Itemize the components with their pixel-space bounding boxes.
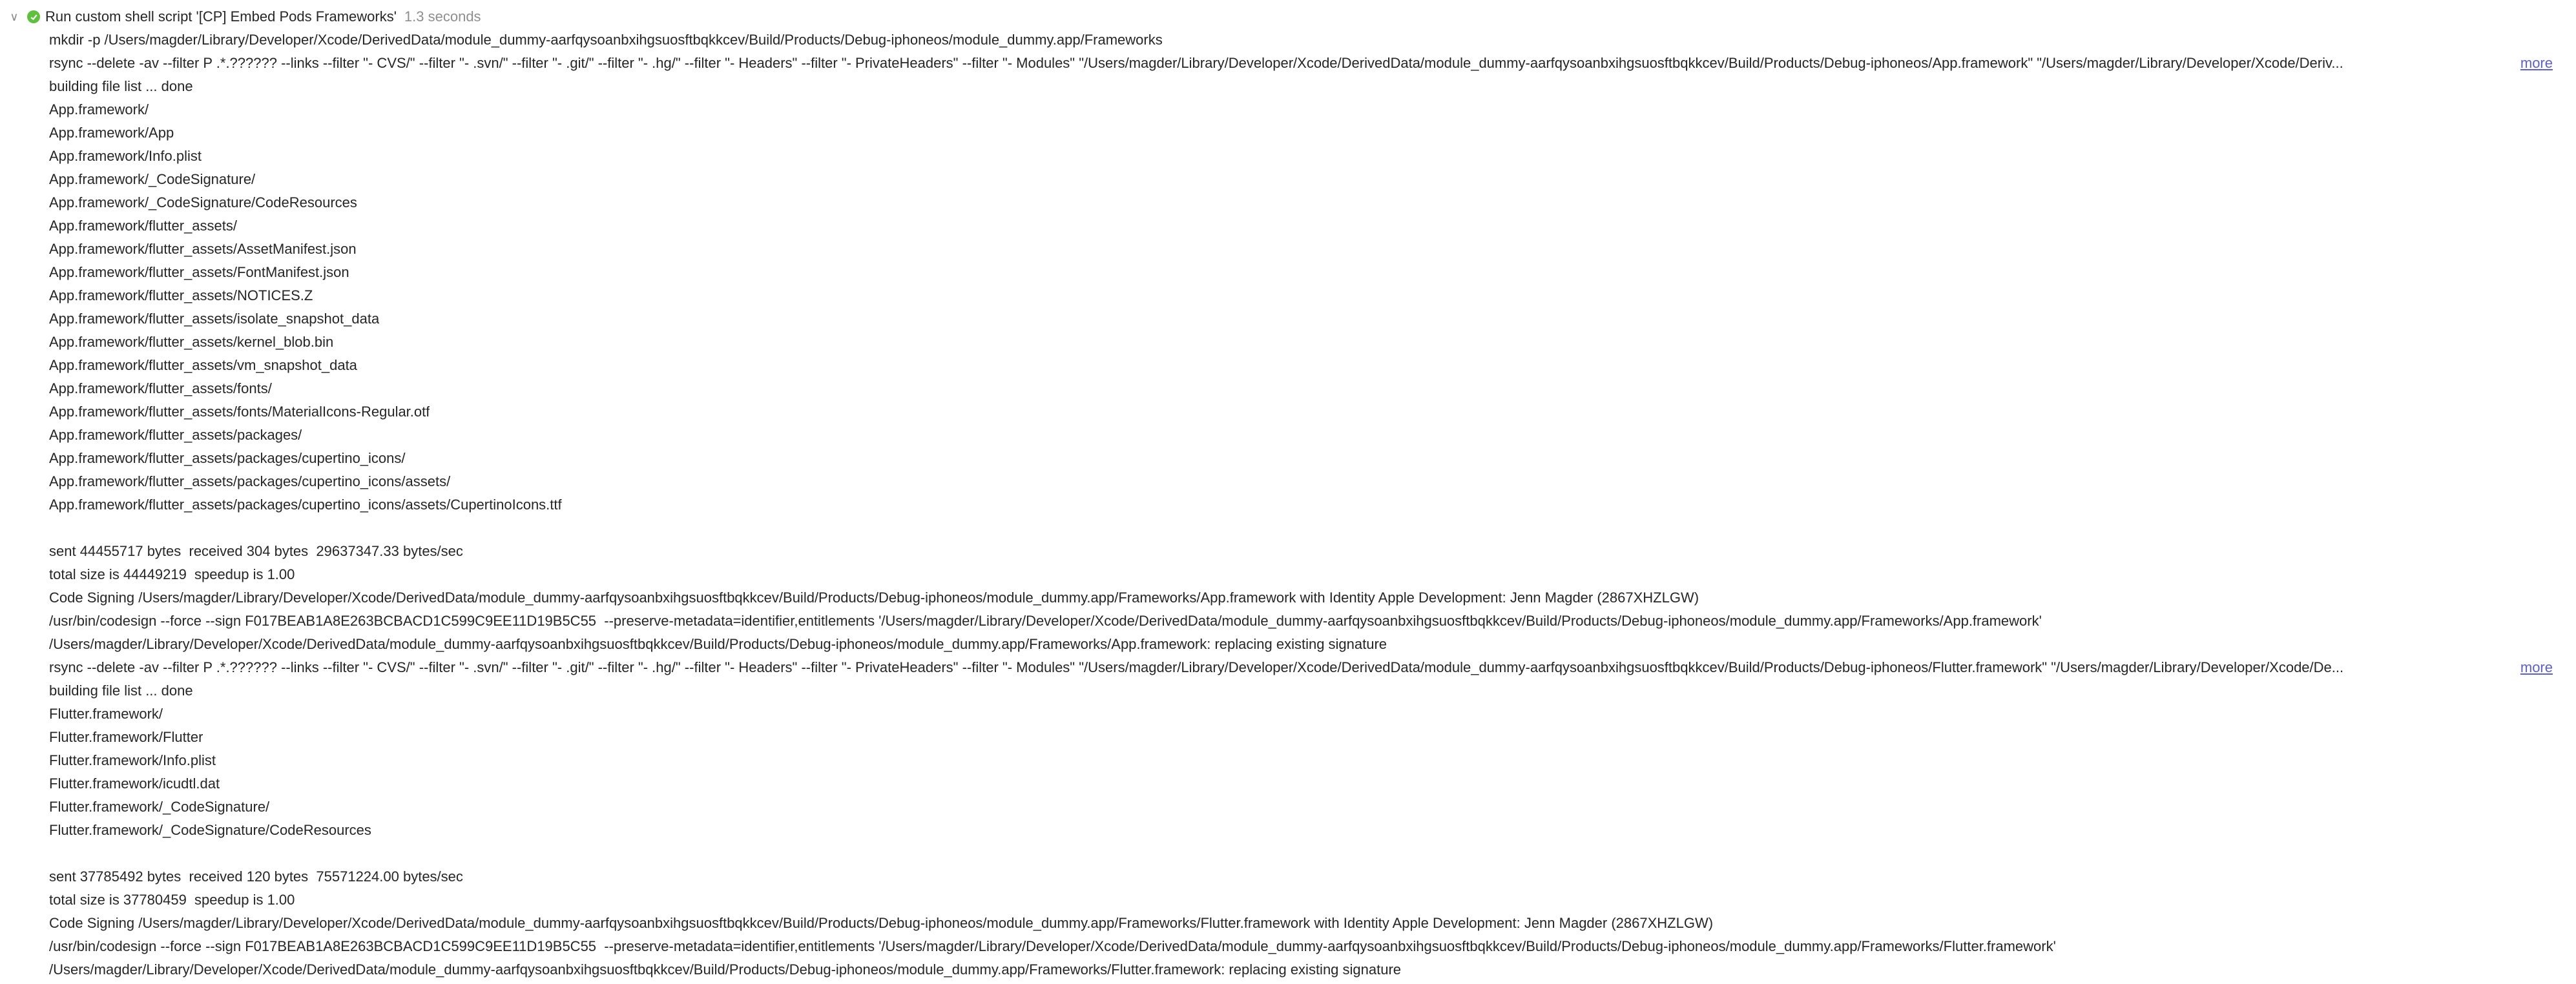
log-line [49,354,2576,377]
log-line [49,610,2576,633]
log-line-text: App.framework/flutter_assets/fonts/ [49,380,272,396]
log-line-text: Code Signing /Users/magder/Library/Developer/Xcode/DerivedData/module_dummy-aarfqysoanbxihgsuosftbqkkcev/Build/Products/Debug-iphoneos/module_dummy.app/Frameworks/App.framework with Identity Apple Development: Jenn Magder (2867XHZLGW) [49,589,1699,606]
log-line-text: total size is 44449219 speedup is 1.00 [49,566,295,582]
build-log [49,28,2576,981]
log-line-text: App.framework/flutter_assets/ [49,218,238,234]
log-line [49,214,2576,238]
log-line [49,121,2576,145]
log-line-text: building file list ... done [49,78,193,94]
log-line [49,912,2576,935]
log-line [49,400,2576,424]
log-line [49,702,2576,726]
log-line [49,540,2576,563]
log-line-text: App.framework/flutter_assets/AssetManifest.json [49,241,357,257]
log-line [49,377,2576,400]
log-line-text: App.framework/flutter_assets/packages/ [49,427,302,443]
log-line [49,656,2576,679]
log-line-text: App.framework/flutter_assets/NOTICES.Z [49,287,313,303]
log-line [49,493,2576,517]
log-line [49,307,2576,331]
log-line-text: App.framework/Info.plist [49,148,202,164]
log-line-text: /Users/magder/Library/Developer/Xcode/DerivedData/module_dummy-aarfqysoanbxihgsuosftbqkkcev/Build/Products/Debug-iphoneos/module_dummy.app/Frameworks/Flutter.framework: replacing existing signature [49,961,1402,978]
log-line-text: Flutter.framework/_CodeSignature/CodeResources [49,822,371,838]
log-line [49,145,2576,168]
log-line [49,958,2576,981]
log-line [49,447,2576,470]
more-link[interactable]: more [2520,55,2553,71]
log-line [49,888,2576,912]
checkmark-circle-icon [27,10,40,23]
log-line-text: Flutter.framework/icudtl.dat [49,775,220,792]
log-line [49,865,2576,888]
log-line [49,935,2576,958]
log-line-text: /usr/bin/codesign --force --sign F017BEAB1A8E263BCBACD1C599C9EE11D19B5C55 --preserve-metadata=identifier,entitlements '/Users/magder/Library/Developer/Xcode/DerivedData/module_dummy-aarfqysoanbxihgsuosftbqkkcev/Build/Products/Debug-iphoneos/module_dummy.app/Frameworks/App.framework' [49,613,2042,629]
log-line [49,679,2576,702]
log-line [49,795,2576,819]
log-line [49,28,2576,52]
log-line [49,749,2576,772]
log-line-text: rsync --delete -av --filter P .*.?????? --links --filter "- CVS/" --filter "- .svn/" --filter "- .git/" --filter "- .hg/" --filter "- Headers" --filter "- PrivateHeaders" --filter "- Modules" "/Users/magder/Library/Developer/Xcode/DerivedData/module_dummy-aarfqysoanbxihgsuosftbqkkcev/Build/Products/Debug-iphoneos/App.framework" "/Users/magder/Library/Developer/Xcode/Deriv... [49,55,2343,71]
log-line-text: App.framework/flutter_assets/isolate_snapshot_data [49,311,380,327]
log-line [49,424,2576,447]
log-line [49,261,2576,284]
log-line-text: Flutter.framework/Info.plist [49,752,216,768]
log-line [49,470,2576,493]
log-line [49,75,2576,98]
step-duration: 1.3 seconds [404,8,481,25]
log-line-text: App.framework/ [49,101,149,118]
log-line-text: total size is 37780459 speedup is 1.00 [49,892,295,908]
log-line [49,168,2576,191]
log-line-text: /usr/bin/codesign --force --sign F017BEAB1A8E263BCBACD1C599C9EE11D19B5C55 --preserve-metadata=identifier,entitlements '/Users/magder/Library/Developer/Xcode/DerivedData/module_dummy-aarfqysoanbxihgsuosftbqkkcev/Build/Products/Debug-iphoneos/module_dummy.app/Frameworks/Flutter.framework' [49,938,2056,954]
log-line-text: App.framework/flutter_assets/FontManifest.json [49,264,349,280]
log-line-text: App.framework/_CodeSignature/ [49,171,256,187]
log-line-text: App.framework/flutter_assets/vm_snapshot_data [49,357,357,373]
log-line [49,191,2576,214]
log-line [49,772,2576,795]
log-line [49,842,2576,865]
log-line [49,633,2576,656]
more-link[interactable]: more [2520,659,2553,675]
log-line [49,586,2576,610]
log-line-text: Flutter.framework/Flutter [49,729,203,745]
log-line [49,819,2576,842]
log-line-text: App.framework/flutter_assets/packages/cupertino_icons/ [49,450,406,466]
log-line [49,98,2576,121]
log-line-text: Code Signing /Users/magder/Library/Developer/Xcode/DerivedData/module_dummy-aarfqysoanbxihgsuosftbqkkcev/Build/Products/Debug-iphoneos/module_dummy.app/Frameworks/Flutter.framework with Identity Apple Development: Jenn Magder (2867XHZLGW) [49,915,1714,931]
step-title: Run custom shell script '[CP] Embed Pods Frameworks' [45,8,397,25]
log-line-text: /Users/magder/Library/Developer/Xcode/DerivedData/module_dummy-aarfqysoanbxihgsuosftbqkkcev/Build/Products/Debug-iphoneos/module_dummy.app/Frameworks/App.framework: replacing existing signature [49,636,1387,652]
build-step-header[interactable] [0,5,481,28]
log-line [49,284,2576,307]
log-line-text: mkdir -p /Users/magder/Library/Developer/Xcode/DerivedData/module_dummy-aarfqysoanbxihgsuosftbqkkcev/Build/Products/Debug-iphoneos/module_dummy.app/Frameworks [49,32,1163,48]
chevron-down-icon[interactable]: ∨ [10,10,19,23]
log-line [49,238,2576,261]
log-line-text: App.framework/flutter_assets/packages/cupertino_icons/assets/CupertinoIcons.ttf [49,497,562,513]
log-line-text: building file list ... done [49,682,193,699]
log-line [49,52,2576,75]
log-line [49,517,2576,540]
log-line-text: Flutter.framework/ [49,706,163,722]
log-line-text: sent 37785492 bytes received 120 bytes 75571224.00 bytes/sec [49,868,463,885]
log-line [49,563,2576,586]
log-line-text: App.framework/App [49,125,174,141]
log-line-text: App.framework/flutter_assets/kernel_blob.bin [49,334,334,350]
log-line-text: App.framework/flutter_assets/packages/cupertino_icons/assets/ [49,473,451,489]
log-line-text: App.framework/flutter_assets/fonts/MaterialIcons-Regular.otf [49,404,430,420]
log-line-text: App.framework/_CodeSignature/CodeResources [49,194,357,210]
log-line [49,331,2576,354]
log-line [49,726,2576,749]
log-line-text: Flutter.framework/_CodeSignature/ [49,799,270,815]
log-line-text: sent 44455717 bytes received 304 bytes 29637347.33 bytes/sec [49,543,463,559]
log-line-text: rsync --delete -av --filter P .*.?????? --links --filter "- CVS/" --filter "- .svn/" --filter "- .git/" --filter "- .hg/" --filter "- Headers" --filter "- PrivateHeaders" --filter "- Modules" "/Users/magder/Library/Developer/Xcode/DerivedData/module_dummy-aarfqysoanbxihgsuosftbqkkcev/Build/Products/Debug-iphoneos/Flutter.framework" "/Users/magder/Library/Developer/Xcode/De... [49,659,2344,675]
